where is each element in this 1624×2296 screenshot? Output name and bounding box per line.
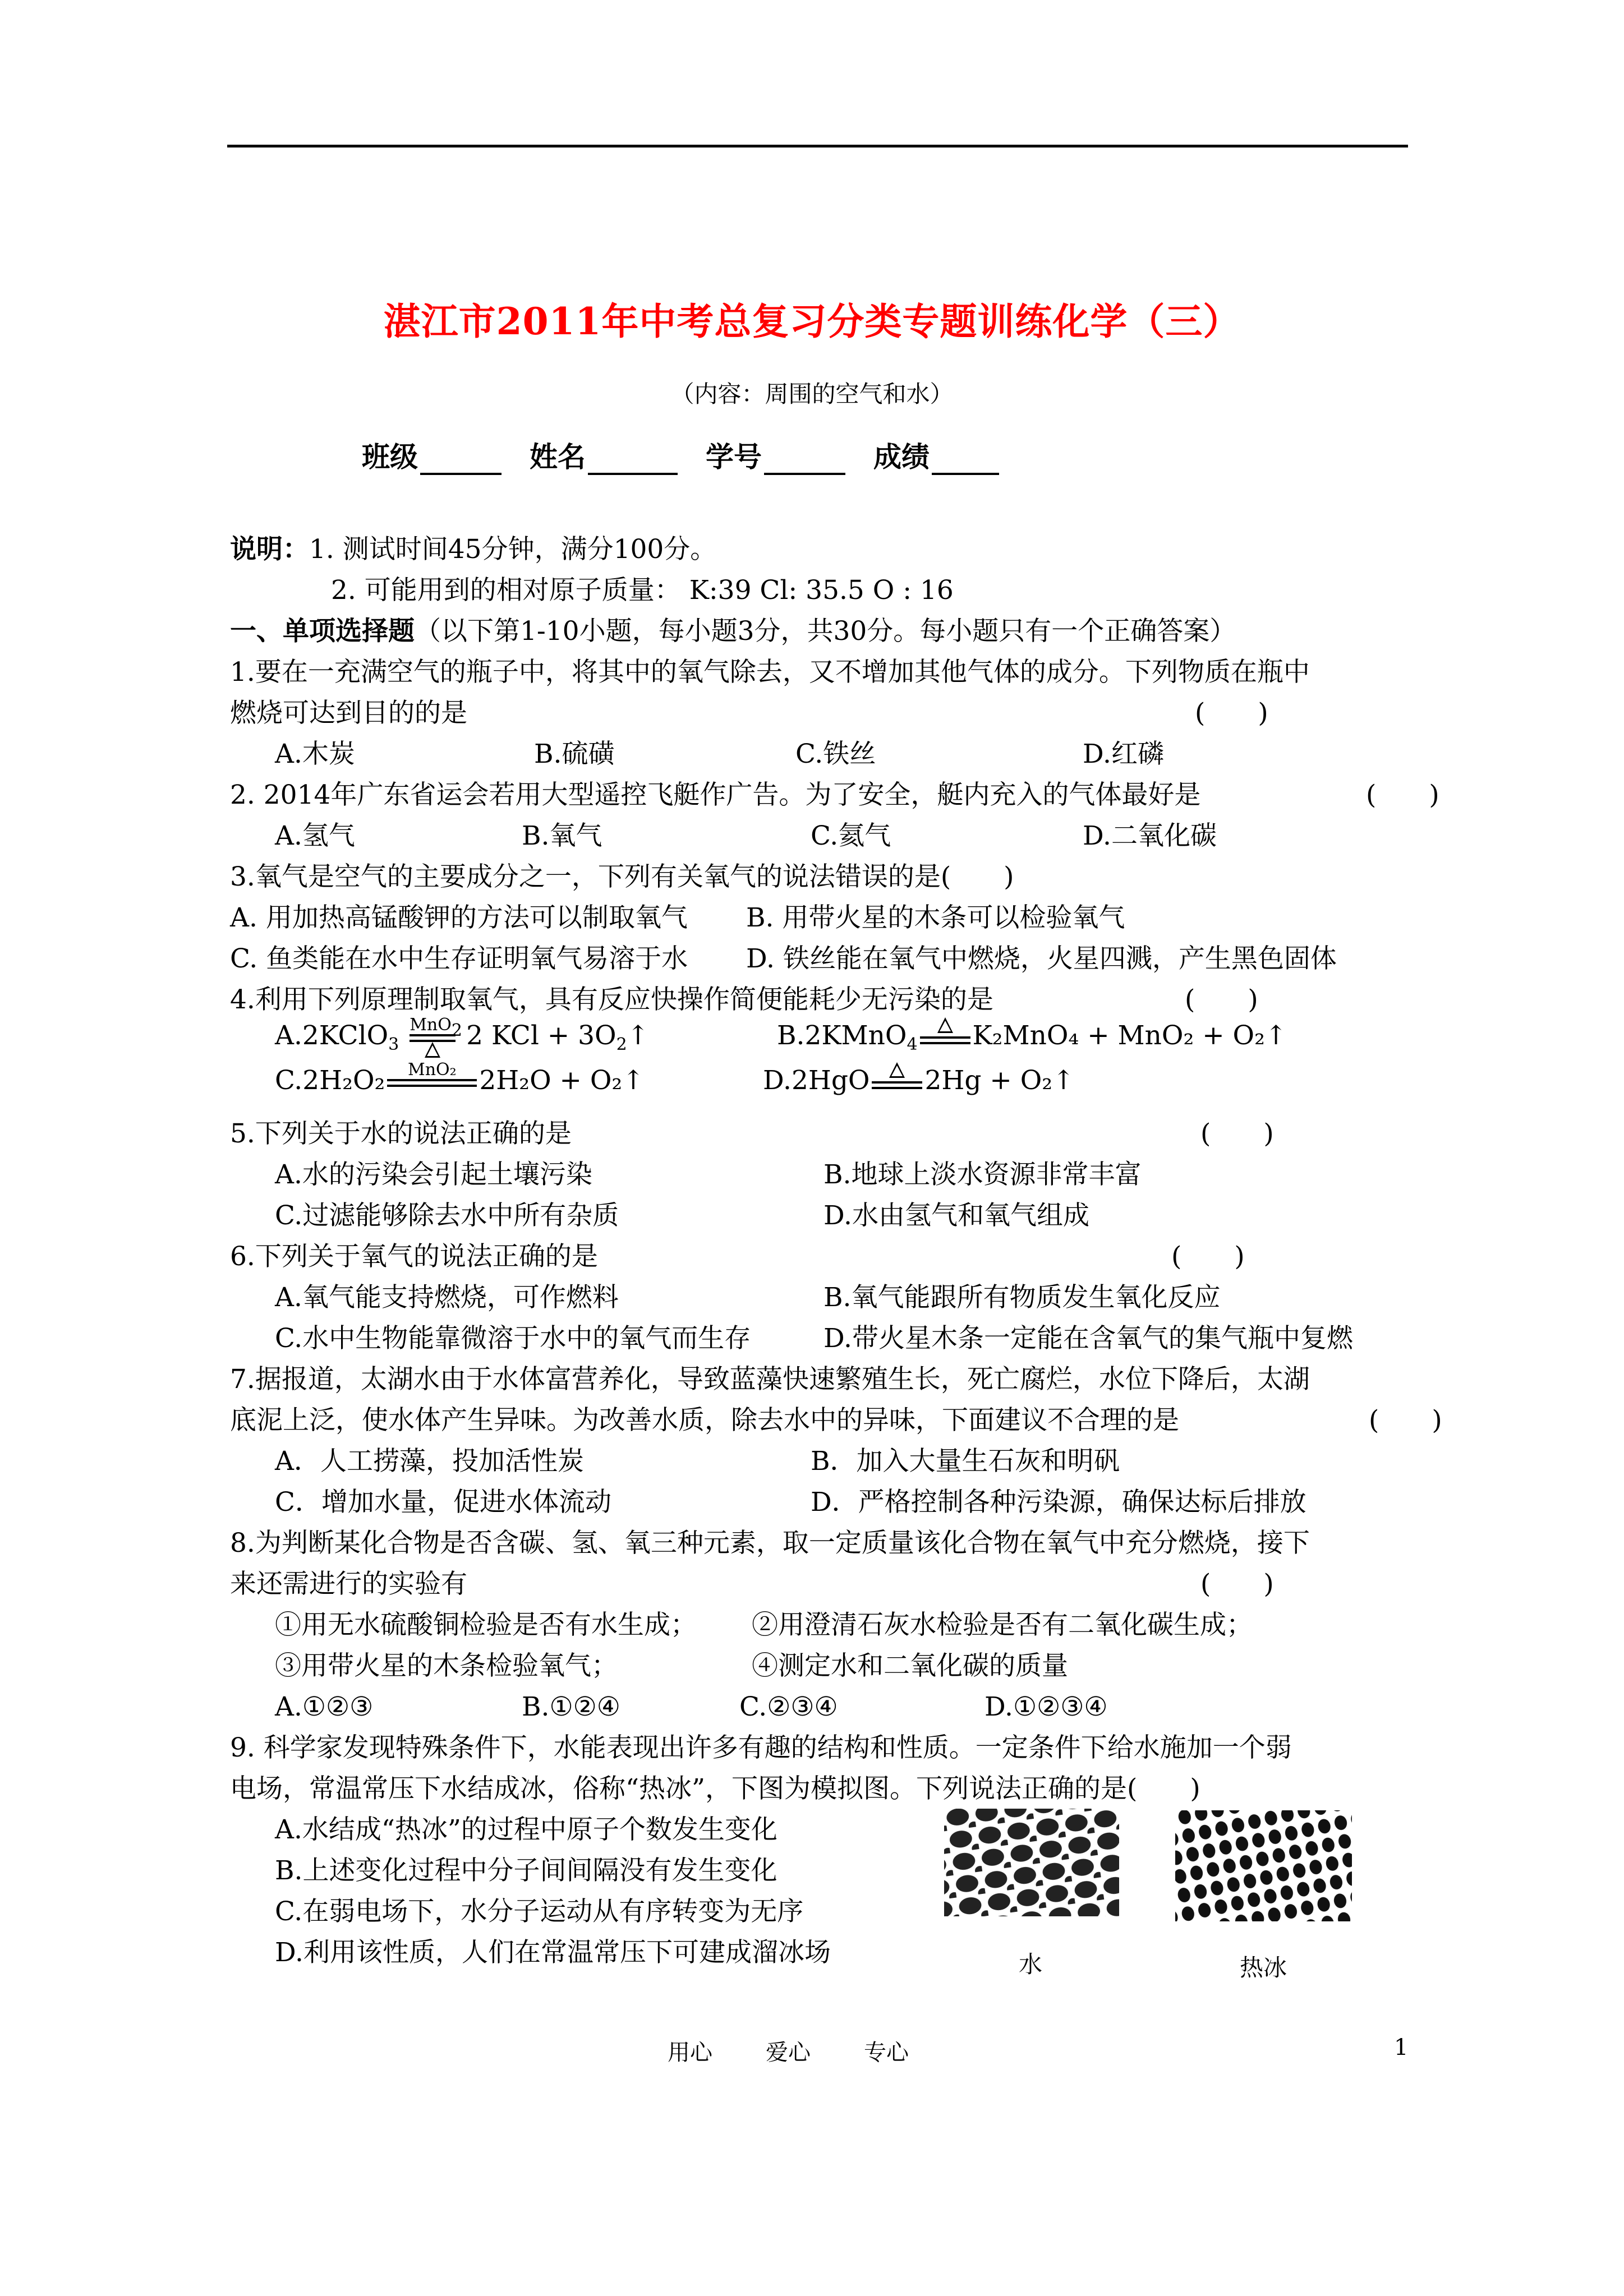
answer-blank[interactable]: ( ): [1200, 1569, 1274, 1599]
q1-option-c[interactable]: C.铁丝: [795, 739, 876, 769]
hot-ice-molecule-image: [1175, 1810, 1352, 1921]
question-5-stem: 5.下列关于水的说法正确的是: [230, 1118, 572, 1149]
equals-sign: [410, 1034, 456, 1042]
q8-option-a[interactable]: A.①②③: [275, 1691, 374, 1722]
equation-reactant: 2KMnO: [804, 1020, 907, 1051]
subscript: 3: [388, 1035, 399, 1054]
q8-option-d[interactable]: D.①②③④: [984, 1691, 1108, 1722]
q3-option-c[interactable]: C. 鱼类能在水中生存证明氧气易溶于水: [230, 943, 688, 974]
question-8-stem: 8.为判断某化合物是否含碳、氢、氧三种元素，取一定质量该化合物在氧气中充分燃烧，接下: [230, 1528, 1310, 1559]
catalyst: [410, 1015, 462, 1040]
page-number: 1: [1394, 2035, 1409, 2060]
equation-products: 2H₂O + O₂: [479, 1065, 623, 1096]
equation-products: K₂MnO₄ + MnO₂ + O₂: [972, 1020, 1265, 1051]
q6-option-d[interactable]: D.带火星木条一定能在含氧气的集气瓶中复燃: [823, 1323, 1353, 1354]
equation-products: 2Hg + O₂: [924, 1065, 1053, 1096]
q9-option-c[interactable]: C.在弱电场下，水分子运动从有序转变为无序: [275, 1896, 804, 1927]
field-label: 姓名: [530, 440, 586, 473]
answer-blank[interactable]: ( ): [1366, 780, 1439, 810]
catalyst-text: MnO: [410, 1015, 452, 1035]
footer-motto-3: 专心: [864, 2040, 909, 2066]
equation-reactant: 2HgO: [791, 1065, 870, 1096]
equals-sign: [387, 1079, 477, 1087]
question-1-stem-cont: 燃烧可达到目的的是: [230, 698, 467, 729]
q6-option-a[interactable]: A.氧气能支持燃烧，可作燃料: [275, 1282, 619, 1313]
q7-option-d[interactable]: D．严格控制各种污染源，确保达标后排放: [811, 1487, 1306, 1518]
q2-option-c[interactable]: C.氦气: [811, 820, 891, 851]
option-label: C.: [275, 1065, 303, 1096]
field-label: 成绩: [873, 440, 930, 473]
q1-option-d[interactable]: D.红磷: [1083, 739, 1164, 769]
q5-option-a[interactable]: A.水的污染会引起土壤污染: [275, 1159, 592, 1190]
heat-triangle-icon: [872, 1059, 922, 1081]
q2-option-a[interactable]: A.氢气: [275, 820, 355, 851]
q7-option-b[interactable]: B．加入大量生石灰和明矾: [811, 1446, 1120, 1477]
field-name: [530, 435, 678, 475]
subscript: 4: [907, 1035, 918, 1054]
option-label: B.: [777, 1020, 805, 1051]
section-instruction: （以下第1-10小题，每小题3分，共30分。每小题只有一个正确答案）: [415, 616, 1236, 647]
q9-option-b[interactable]: B.上述变化过程中分子间间隔没有发生变化: [275, 1855, 778, 1886]
question-8-stem-cont: 来还需进行的实验有: [230, 1569, 467, 1599]
document-title: 湛江市2011年中考总复习分类专题训练化学（三）: [383, 299, 1241, 343]
notes-line-2: 2. 可能用到的相对原子质量： K:39 Cl: 35.5 O : 16: [331, 575, 954, 606]
footer-motto-1: 用心: [668, 2040, 712, 2066]
subscript: 2: [451, 1021, 462, 1040]
spacer: [872, 1089, 922, 1106]
equation-reactant: 2KClO: [302, 1020, 389, 1051]
q5-option-b[interactable]: B.地球上淡水资源非常丰富: [823, 1159, 1142, 1190]
q8-option-c[interactable]: C.②③④: [739, 1691, 838, 1722]
question-6-stem: 6.下列关于氧气的说法正确的是: [230, 1241, 598, 1272]
q8-step-3: ③用带火星的木条检验氧气；: [275, 1650, 618, 1681]
q6-option-c[interactable]: C.水中生物能靠微溶于水中的氧气而生存: [275, 1323, 751, 1354]
figure-label-water: 水: [1019, 1951, 1043, 1978]
question-3-stem: 3.氧气是空气的主要成分之一，下列有关氧气的说法错误的是( ): [230, 861, 1014, 892]
q2-option-b[interactable]: B.氧气: [522, 820, 602, 851]
gas-arrow-icon: ↑: [1052, 1065, 1075, 1096]
q3-option-d[interactable]: D. 铁丝能在氧气中燃烧，火星四溅，产生黑色固体: [746, 943, 1337, 974]
equation-reactant: 2H₂O₂: [302, 1065, 385, 1096]
gas-arrow-icon: ↑: [1264, 1020, 1287, 1051]
q8-step-4: ④测定水和二氧化碳的质量: [752, 1650, 1068, 1681]
document-subtitle: （内容：周围的空气和水）: [670, 380, 954, 408]
student-id-blank[interactable]: [764, 445, 845, 475]
q3-option-b[interactable]: B. 用带火星的木条可以检验氧气: [746, 902, 1125, 933]
footer-motto-2: 爱心: [766, 2040, 811, 2066]
catalyst: MnO₂: [408, 1060, 457, 1080]
section-title: 一、单项选择题: [230, 616, 415, 647]
option-label: A.: [275, 1020, 302, 1051]
q4-option-c[interactable]: [275, 1054, 645, 1107]
notes-line-1: [230, 533, 716, 566]
header-rule: [227, 145, 1408, 147]
field-student-id: [706, 435, 845, 475]
question-7-stem: 7.据报道，太湖水由于水体富营养化，导致蓝藻快速繁殖生长，死亡腐烂，水位下降后，太湖: [230, 1364, 1310, 1395]
answer-blank[interactable]: ( ): [1200, 1118, 1274, 1149]
reaction-condition: [410, 1015, 462, 1059]
question-2-stem: 2. 2014年广东省运会若用大型遥控飞艇作广告。为了安全，艇内充入的气体最好是: [230, 780, 1201, 810]
q3-option-a[interactable]: A. 用加热高锰酸钾的方法可以制取氧气: [230, 902, 688, 933]
field-label: 班级: [362, 440, 418, 473]
q6-option-b[interactable]: B.氧气能跟所有物质发生氧化反应: [823, 1282, 1221, 1313]
q4-option-d[interactable]: [763, 1054, 1074, 1107]
gas-arrow-icon: ↑: [627, 1020, 650, 1051]
question-7-stem-cont: 底泥上泛，使水体产生异味。为改善水质，除去水中的异味，下面建议不合理的是: [230, 1405, 1179, 1436]
q9-option-a[interactable]: A.水结成“热冰”的过程中原子个数发生变化: [275, 1814, 778, 1845]
question-9-stem: 9. 科学家发现特殊条件下，水能表现出许多有趣的结构和性质。一定条件下给水施加一个弱: [230, 1732, 1292, 1763]
heat-triangle-icon: [920, 1014, 970, 1036]
answer-blank[interactable]: ( ): [1369, 1405, 1442, 1436]
question-1-stem: 1.要在一充满空气的瓶子中，将其中的氧气除去，又不增加其他气体的成分。下列物质在瓶中: [230, 657, 1310, 688]
q5-option-c[interactable]: C.过滤能够除去水中所有杂质: [275, 1200, 619, 1231]
score-blank[interactable]: [932, 445, 999, 475]
question-9-stem-cont: 电场，常温常压下水结成冰，俗称“热冰”，下图为模拟图。下列说法正确的是( ): [230, 1773, 1200, 1804]
q1-option-b[interactable]: B.硫磺: [534, 739, 615, 769]
water-molecule-image: [944, 1809, 1119, 1916]
notes-label: 说明：: [230, 534, 309, 565]
answer-blank[interactable]: ( ): [1195, 698, 1268, 729]
question-4-stem: 4.利用下列原理制取氧气，具有反应快操作简便能耗少无污染的是: [230, 984, 993, 1015]
q5-option-d[interactable]: D.水由氢气和氧气组成: [823, 1200, 1089, 1231]
field-score: [873, 435, 999, 475]
subscript: 2: [616, 1035, 627, 1054]
q7-option-c[interactable]: C．增加水量，促进水体流动: [275, 1487, 611, 1518]
equals-sign: [872, 1081, 922, 1089]
q2-option-d[interactable]: D.二氧化碳: [1083, 820, 1217, 851]
student-info-fields: [362, 435, 999, 475]
option-label: D.: [763, 1065, 792, 1096]
q8-step-2: ②用澄清石灰水检验是否有二氧化碳生成；: [752, 1610, 1253, 1640]
q7-option-a[interactable]: A．人工捞藻，投加活性炭: [275, 1446, 584, 1477]
class-blank[interactable]: [420, 445, 502, 475]
name-blank[interactable]: [588, 445, 678, 475]
figure-label-hot-ice: 热冰: [1240, 1954, 1287, 1981]
field-label: 学号: [706, 440, 762, 473]
answer-blank[interactable]: ( ): [1171, 1241, 1245, 1272]
equation-products: 2 KCl + 3O: [466, 1020, 617, 1051]
equals-sign: [920, 1036, 970, 1044]
q8-step-1: ①用无水硫酸铜检验是否有水生成；: [275, 1610, 697, 1640]
q8-option-b[interactable]: B.①②④: [522, 1691, 620, 1722]
q9-option-d[interactable]: D.利用该性质，人们在常温常压下可建成溜冰场: [275, 1937, 831, 1968]
gas-arrow-icon: ↑: [622, 1065, 645, 1096]
spacer: [387, 1087, 477, 1104]
field-class: [362, 435, 502, 475]
notes-text: 1. 测试时间45分钟，满分100分。: [309, 534, 717, 565]
q1-option-a[interactable]: A.木炭: [275, 739, 355, 769]
reaction-condition: [387, 1061, 477, 1104]
section-heading: [230, 615, 1236, 648]
answer-blank[interactable]: ( ): [1185, 984, 1258, 1015]
reaction-condition: [872, 1059, 922, 1106]
